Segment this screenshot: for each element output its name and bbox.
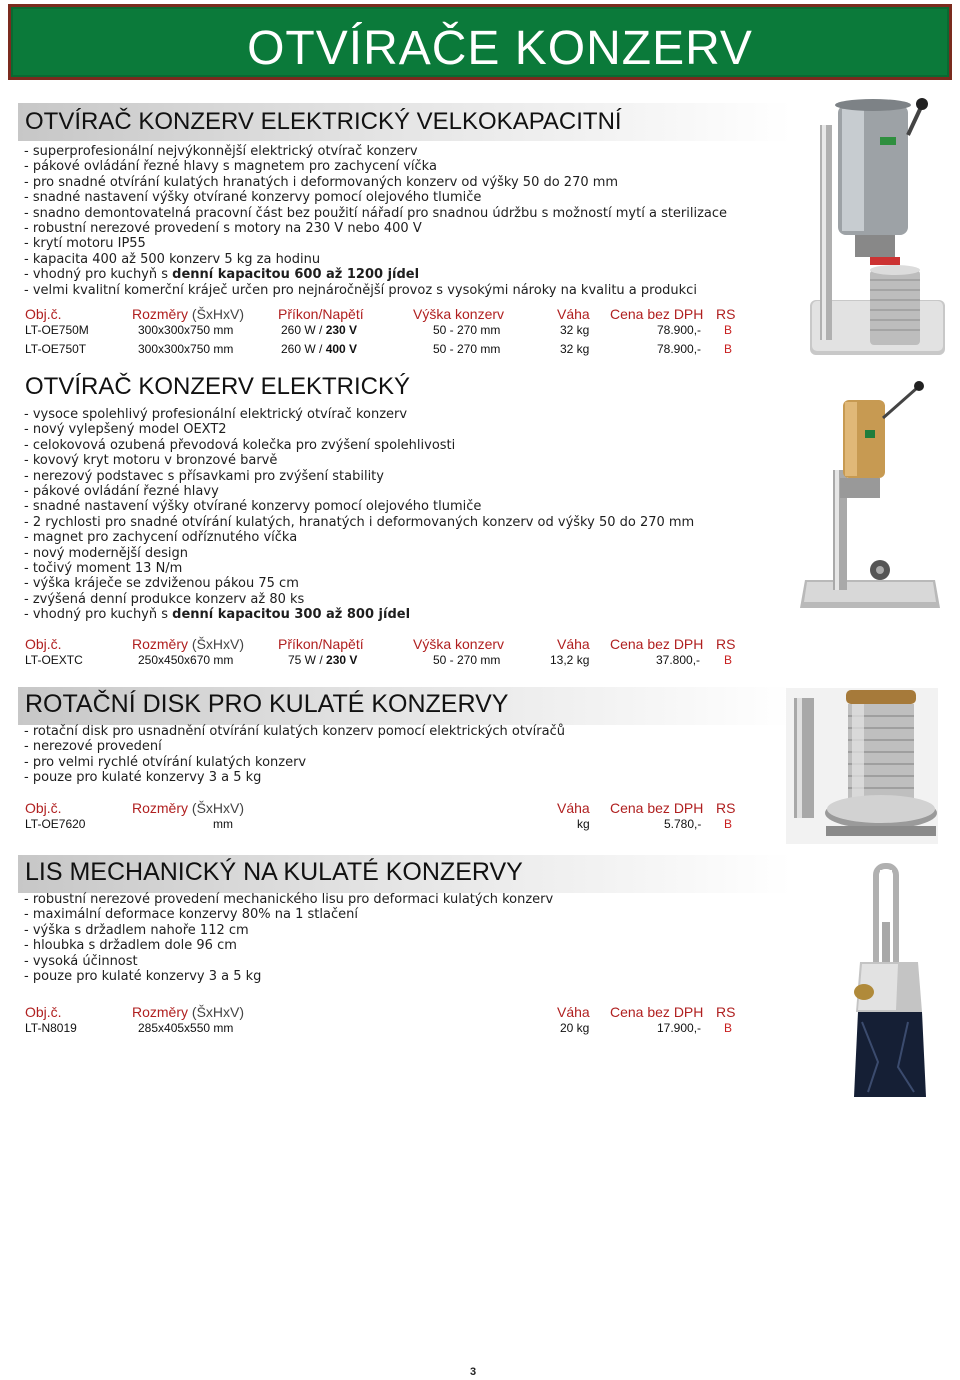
row-height: 50 - 270 mm (433, 342, 501, 356)
list-item: - točivý moment 13 N/m (24, 561, 183, 577)
list-item: - robustní nerezové provedení s motory na 230 V nebo 400 V (24, 221, 422, 237)
list-item: - maximální deformace konzervy 80% na 1 stlačení (24, 907, 358, 923)
section-title-3: ROTAČNÍ DISK PRO KULATÉ KONZERVY (25, 690, 509, 718)
row-price: 78.900,- (657, 323, 702, 337)
col-header-weight: Váha (557, 636, 590, 652)
list-item: - superprofesionální nejvýkonnější elektrický otvírač konzerv (24, 144, 418, 159)
row-weight: 13,2 kg (550, 653, 590, 667)
row-rs: B (724, 817, 733, 831)
list-item (24, 267, 727, 282)
col-header-dims: Rozměry (ŠxHxV) (132, 800, 245, 816)
list-item: - kapacita 400 až 500 konzerv 5 kg za hodinu (24, 251, 321, 267)
list-item-text: - vhodný pro kuchyň s (24, 267, 173, 283)
col-header-power: Příkon/Napětí (278, 306, 364, 322)
row-weight: 32 kg (560, 323, 590, 337)
list-item: - nerezové provedení (24, 739, 162, 755)
list-item: - krytí motoru IP55 (24, 236, 146, 252)
list-item-bold: denní kapacitou 600 až 1200 jídel (172, 267, 420, 283)
row-height: 50 - 270 mm (433, 653, 501, 667)
col-header-weight: Váha (557, 800, 590, 816)
can-press-image (838, 862, 938, 1102)
row-rs: B (724, 1021, 733, 1035)
feature-list-3 (24, 724, 565, 786)
list-item: - pro snadné otvírání kulatých hranatých i deformovaných konzerv od výšky 50 do 270 mm (24, 174, 619, 190)
row-code: LT-OE750T (25, 342, 87, 356)
col-header-price: Cena bez DPH (610, 306, 704, 322)
section-title-4: LIS MECHANICKÝ NA KULATÉ KONZERVY (25, 858, 523, 886)
list-item: - pouze pro kulaté konzervy 3 a 5 kg (24, 770, 262, 786)
list-item: - celokovová ozubená převodová kolečka pro zvýšení spolehlivosti (24, 437, 456, 453)
row-price: 37.800,- (656, 653, 701, 667)
rotary-disk-image (786, 688, 938, 844)
feature-list-1 (24, 144, 727, 298)
list-item: - výška s držadlem nahoře 112 cm (24, 922, 249, 938)
feature-list-4 (24, 892, 553, 984)
can-opener-bronze-image (795, 380, 945, 620)
list-item: - snadno demontovatelná pracovní část bez použití nářadí pro snadnou údržbu s možností mytí a sterilizace (24, 205, 728, 221)
can-opener-large-image (800, 95, 950, 365)
col-header-price: Cena bez DPH (610, 800, 704, 816)
row-price: 78.900,- (657, 342, 702, 356)
col-header-code: Obj.č. (25, 636, 62, 652)
page-banner (8, 4, 952, 80)
list-item: - snadné nastavení výšky otvírané konzervy pomocí olejového tlumiče (24, 499, 482, 515)
col-header-rs: RS (716, 306, 736, 322)
row-power: 260 W / 400 V (281, 342, 358, 356)
list-item: - pákové ovládání řezné hlavy (24, 484, 219, 500)
row-dims: mm (213, 817, 233, 831)
feature-list-2 (24, 407, 694, 623)
list-item: - zvýšená denní produkce konzerv až 80 ks (24, 591, 305, 607)
list-item: - snadné nastavení výšky otvírané konzervy pomocí olejového tlumiče (24, 190, 482, 206)
row-power: 75 W / 230 V (288, 653, 358, 667)
page-number: 3 (470, 1366, 477, 1378)
row-code: LT-OE7620 (25, 817, 86, 831)
row-dims: 285x405x550 mm (138, 1021, 234, 1035)
list-item: - pro velmi rychlé otvírání kulatých konzerv (24, 754, 307, 770)
col-header-dims: Rozměry (ŠxHxV) (132, 1004, 245, 1020)
row-weight: 20 kg (560, 1021, 590, 1035)
row-rs: B (724, 323, 733, 337)
list-item: - výška kráječe se zdviženou pákou 75 cm (24, 576, 299, 592)
row-dims: 300x300x750 mm (138, 342, 234, 356)
row-code: LT-OEXTC (25, 653, 83, 667)
col-header-code: Obj.č. (25, 306, 62, 322)
list-item: - vysoká účinnost (24, 953, 138, 969)
list-item-text: - vhodný pro kuchyň s (24, 607, 173, 623)
row-code: LT-N8019 (25, 1021, 77, 1035)
col-header-rs: RS (716, 636, 736, 652)
col-header-dims: Rozměry (ŠxHxV) (132, 306, 245, 322)
col-header-weight: Váha (557, 306, 590, 322)
list-item: - pákové ovládání řezné hlavy s magnetem pro zachycení víčka (24, 159, 437, 175)
row-weight: 32 kg (560, 342, 590, 356)
list-item: - 2 rychlosti pro snadné otvírání kulatých, hranatých i deformovaných konzerv od výšky 50 do 270 mm (24, 514, 695, 530)
list-item: - magnet pro zachycení odříznutého víčka (24, 530, 298, 546)
list-item: - pouze pro kulaté konzervy 3 a 5 kg (24, 969, 262, 985)
row-rs: B (724, 653, 733, 667)
col-header-dims: Rozměry (ŠxHxV) (132, 636, 245, 652)
section-title-1: OTVÍRAČ KONZERV ELEKTRICKÝ VELKOKAPACITNÍ (25, 108, 622, 135)
list-item: - hloubka s držadlem dole 96 cm (24, 938, 237, 954)
list-item: - velmi kvalitní komerční kráječ určen pro nejnáročnější provoz s vysokými nároky na kvalitu a produkci (24, 282, 697, 298)
row-height: 50 - 270 mm (433, 323, 501, 337)
list-item: - kovový kryt motoru v bronzové barvě (24, 453, 278, 469)
row-dims: 300x300x750 mm (138, 323, 234, 337)
row-price: 17.900,- (657, 1021, 702, 1035)
list-item: - nový modernější design (24, 545, 189, 561)
row-price: 5.780,- (664, 817, 702, 831)
list-item (24, 607, 694, 622)
col-header-price: Cena bez DPH (610, 1004, 704, 1020)
col-header-rs: RS (716, 800, 736, 816)
list-item: - nerezový podstavec s přísavkami pro zvýšení stability (24, 468, 384, 484)
col-header-price: Cena bez DPH (610, 636, 704, 652)
row-weight: kg (577, 817, 590, 831)
col-header-power: Příkon/Napětí (278, 636, 364, 652)
list-item: - robustní nerezové provedení mechanického lisu pro deformaci kulatých konzerv (24, 892, 554, 907)
section-title-2: OTVÍRAČ KONZERV ELEKTRICKÝ (25, 373, 410, 400)
row-dims: 250x450x670 mm (138, 653, 234, 667)
col-header-height: Výška konzerv (413, 306, 505, 322)
list-item: - nový vylepšený model OEXT2 (24, 422, 227, 438)
col-header-code: Obj.č. (25, 800, 62, 816)
list-item-bold: denní kapacitou 300 až 800 jídel (172, 607, 411, 623)
list-item: - rotační disk pro usnadnění otvírání kulatých konzerv pomocí elektrických otvíračů (24, 724, 565, 739)
col-header-weight: Váha (557, 1004, 590, 1020)
list-item: - vysoce spolehlivý profesionální elektrický otvírač konzerv (24, 407, 408, 422)
row-rs: B (724, 342, 733, 356)
col-header-rs: RS (716, 1004, 736, 1020)
row-power: 260 W / 230 V (281, 323, 358, 337)
col-header-code: Obj.č. (25, 1004, 62, 1020)
row-code: LT-OE750M (25, 323, 89, 337)
page-title: OTVÍRAČE KONZERV (247, 22, 753, 75)
col-header-height: Výška konzerv (413, 636, 505, 652)
